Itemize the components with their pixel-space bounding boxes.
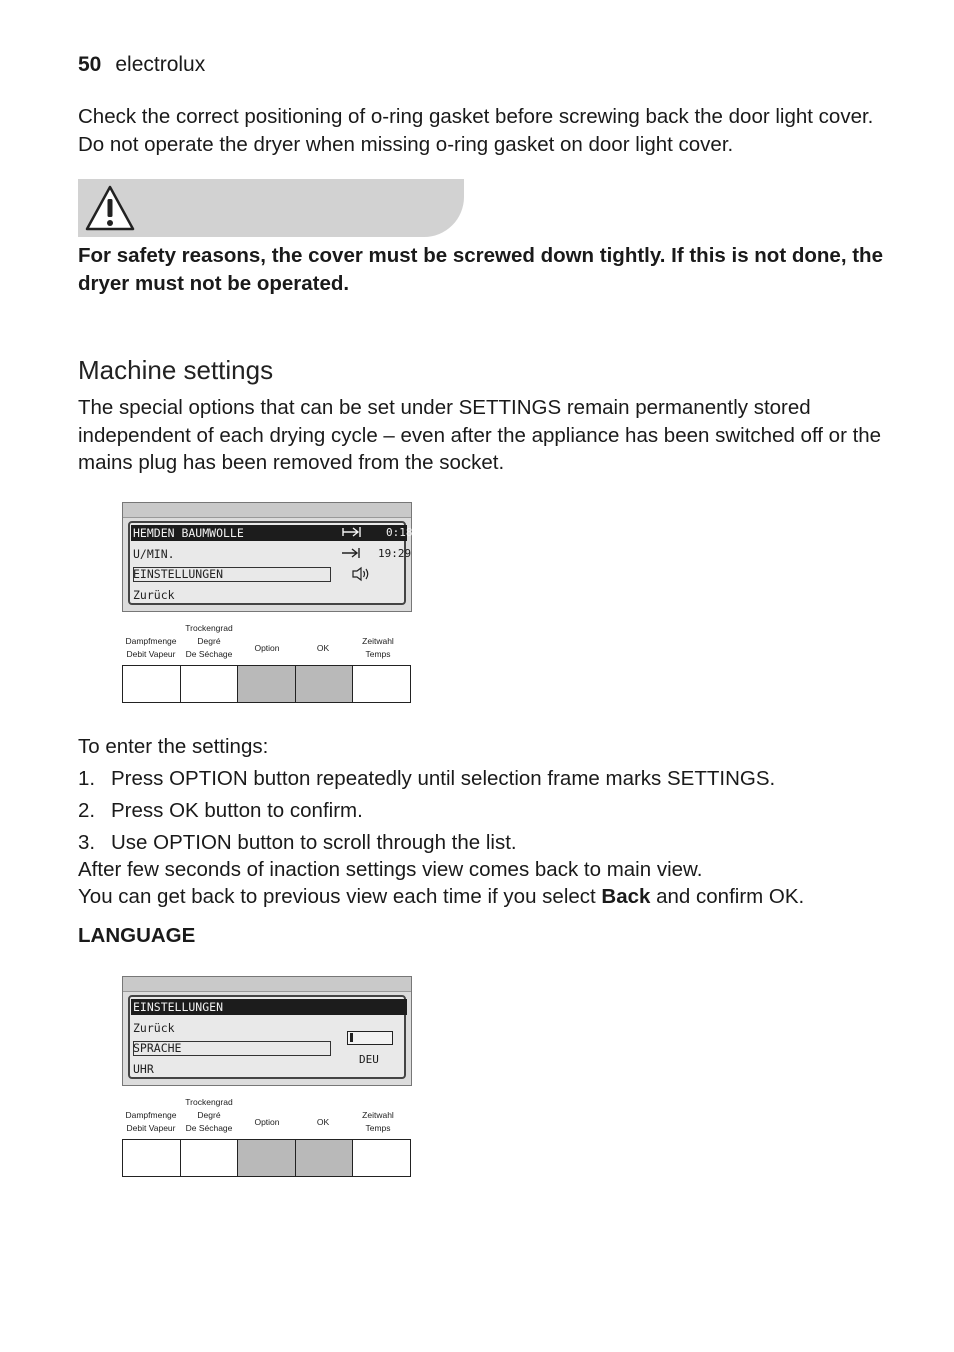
display-panel-1: [122, 502, 412, 612]
button-labels-2: [122, 1096, 412, 1136]
page-number: 50: [78, 53, 102, 76]
button-row-2: [122, 1139, 411, 1177]
remaining-time: 0:18: [386, 526, 413, 539]
label-option: Option: [254, 1117, 280, 1127]
clock-time: 19:29: [378, 547, 412, 560]
label-time: Zeitwahl Temps: [362, 636, 394, 659]
label-option: Option: [254, 643, 280, 653]
option-button[interactable]: [238, 1140, 296, 1176]
steam-button[interactable]: [123, 666, 181, 702]
page-header: [78, 53, 205, 77]
lcd-row-spin: U/MIN.: [133, 547, 175, 561]
label-dryness: Trockengrad Degré De Séchage: [185, 623, 233, 659]
ok-button[interactable]: [296, 1140, 354, 1176]
section-title: Machine settings: [78, 355, 274, 385]
arrow-to-bar-icon: [340, 546, 362, 565]
option-button[interactable]: [238, 666, 296, 702]
lcd-row-program: HEMDEN BAUMWOLLE 0:18: [131, 525, 407, 541]
label-steam: Dampfmenge Debit Vapeur: [125, 636, 177, 659]
display-panel-2: [122, 976, 412, 1086]
lcd-row-language: SPRACHE: [133, 1041, 182, 1055]
step-1: 1. Press OPTION button repeatedly until selection frame marks SETTINGS.: [78, 767, 776, 790]
end-time-icon: [341, 525, 363, 544]
label-dryness: Trockengrad Degré De Séchage: [185, 1097, 233, 1133]
label-steam: Dampfmenge Debit Vapeur: [125, 1110, 177, 1133]
speaker-icon: [351, 566, 371, 587]
warning-triangle-icon: [84, 184, 136, 237]
label-time: Zeitwahl Temps: [362, 1110, 394, 1133]
language-value: DEU: [359, 1053, 379, 1066]
brand-name: electrolux: [115, 53, 206, 76]
warning-text: For safety reasons, the cover must be screwed down tightly. If this is not done, the dryer must not be operated.: [78, 244, 883, 295]
label-ok: OK: [316, 643, 330, 653]
section-body: The special options that can be set under SETTINGS remain permanently stored independent of each drying cycle – even after the appliance has been switched off or the mains plug has been removed from the socket.: [78, 396, 882, 474]
lcd-row-back: Zurück: [133, 588, 175, 602]
lcd-screen-1: [128, 521, 413, 605]
lcd-screen-2: [128, 995, 406, 1079]
time-button[interactable]: [353, 1140, 410, 1176]
instructions-intro: To enter the settings:: [78, 735, 269, 758]
note-back: You can get back to previous view each time if you select Back and confirm OK.: [78, 885, 805, 908]
lcd-row-back: Zurück: [133, 1021, 175, 1035]
dryness-button[interactable]: [181, 666, 239, 702]
label-ok: OK: [316, 1117, 330, 1127]
note-inaction: After few seconds of inaction settings view comes back to main view.: [78, 858, 703, 881]
button-row-1: [122, 665, 411, 703]
steam-button[interactable]: [123, 1140, 181, 1176]
lcd-row-clock: UHR: [133, 1062, 154, 1076]
language-heading: LANGUAGE: [78, 924, 196, 947]
step-3: 3. Use OPTION button to scroll through the list.: [78, 831, 517, 854]
button-labels-1: [122, 622, 412, 662]
lcd-row-settings: EINSTELLUNGEN: [133, 567, 224, 581]
step-2: 2. Press OK button to confirm.: [78, 799, 363, 822]
dryness-button[interactable]: [181, 1140, 239, 1176]
value-box: [347, 1031, 393, 1045]
ok-button[interactable]: [296, 666, 354, 702]
intro-paragraph: Check the correct positioning of o-ring gasket before screwing back the door light cover. Do not operate the dryer when missing o-ring gasket on door light cover.: [78, 105, 874, 156]
time-button[interactable]: [353, 666, 410, 702]
lcd-row-settings-title: EINSTELLUNGEN: [131, 999, 407, 1015]
